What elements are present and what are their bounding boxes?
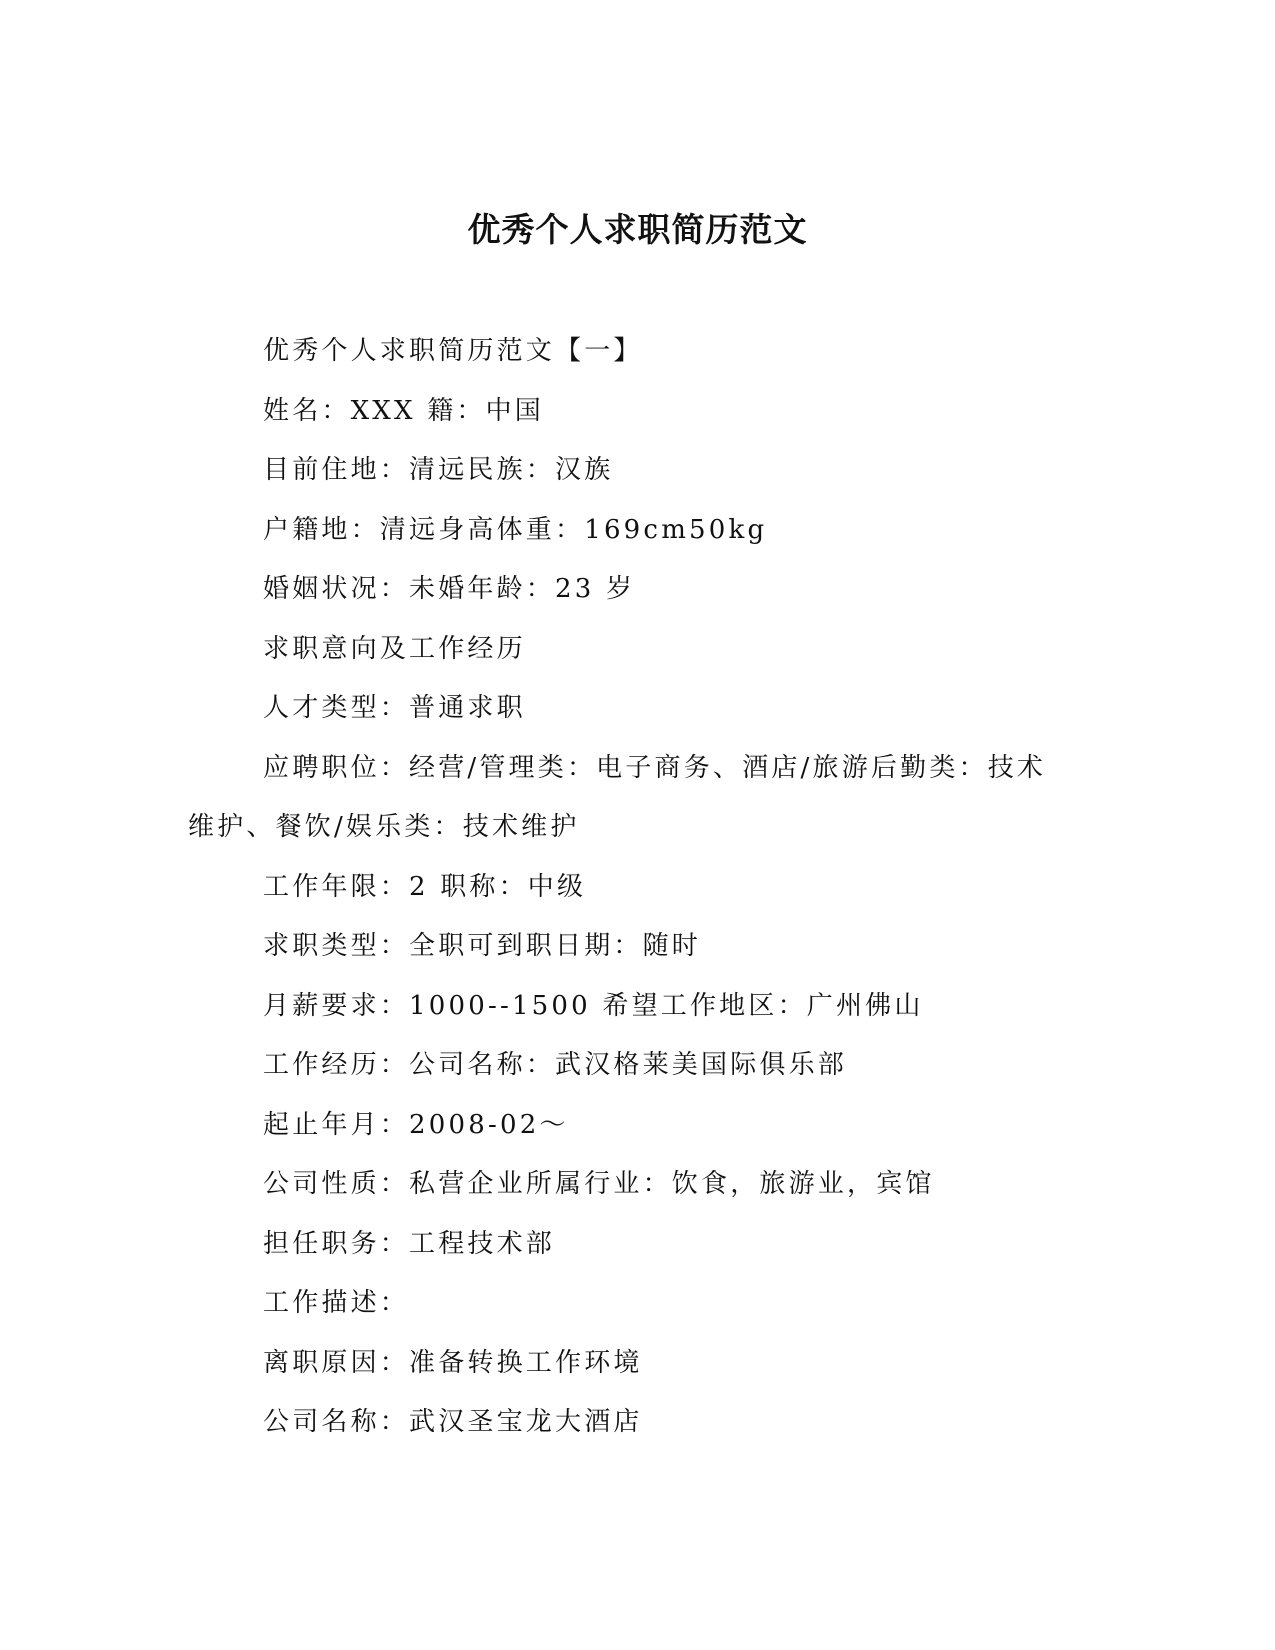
paragraph-applied-position: 应聘职位：经营/管理类：电子商务、酒店/旅游后勤类：技术维护、餐饮/娱乐类：技术维护 bbox=[188, 752, 1047, 842]
paragraph-intent-heading: 求职意向及工作经历 bbox=[263, 633, 526, 664]
paragraph-position-held: 担任职务：工程技术部 bbox=[263, 1228, 556, 1259]
paragraph-work-history-company: 工作经历：公司名称：武汉格莱美国际俱乐部 bbox=[263, 1050, 848, 1080]
document-body bbox=[188, 322, 1068, 1453]
paragraph-residence-ethnicity: 目前住地：清远民族：汉族 bbox=[263, 455, 614, 485]
paragraph-talent-type: 人才类型：普通求职 bbox=[263, 693, 526, 723]
paragraph-job-type: 求职类型：全职可到职日期：随时 bbox=[263, 931, 702, 961]
paragraph-marital-age: 婚姻状况：未婚年龄：23 岁 bbox=[263, 574, 636, 604]
paragraph-company-name-2: 公司名称：武汉圣宝龙大酒店 bbox=[263, 1407, 643, 1437]
paragraph-years-title: 工作年限：2 职称：中级 bbox=[263, 871, 587, 902]
paragraph-hukou-height-weight: 户籍地：清远身高体重：169cm50kg bbox=[263, 514, 768, 545]
paragraph-leaving-reason: 离职原因：准备转换工作环境 bbox=[263, 1347, 643, 1378]
paragraph-company-nature: 公司性质：私营企业所属行业：饮食，旅游业，宾馆 bbox=[263, 1169, 935, 1199]
paragraph-name-nationality: 姓名：XXX 籍：中国 bbox=[263, 395, 544, 426]
paragraph-job-description: 工作描述： bbox=[263, 1288, 410, 1318]
paragraph-period: 起止年月：2008-02～ bbox=[263, 1109, 569, 1140]
paragraph-section-heading: 优秀个人求职简历范文【一】 bbox=[263, 336, 643, 366]
document-title: 优秀个人求职简历范文 bbox=[467, 210, 808, 249]
paragraph-salary-location: 月薪要求：1000--1500 希望工作地区：广州佛山 bbox=[263, 990, 924, 1021]
